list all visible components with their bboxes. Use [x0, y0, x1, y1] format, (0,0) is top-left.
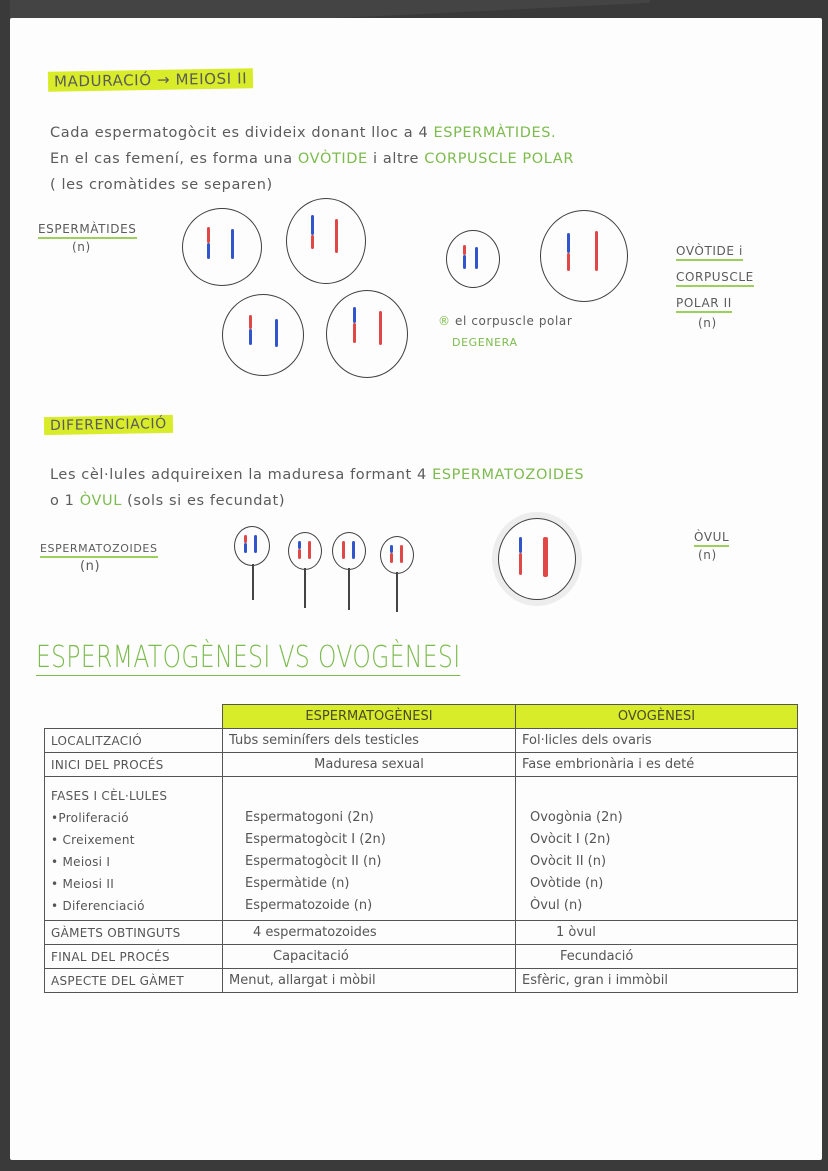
sperm-tail: [304, 568, 306, 608]
cell-text: Espermàtide (n): [245, 876, 350, 891]
table-row: [45, 729, 798, 753]
cell-text: Òvul (n): [530, 898, 583, 913]
label-espermatides: ESPERMÀTIDES (n): [38, 222, 137, 254]
sperm-diagram: [380, 536, 414, 574]
label-ovul: ÒVUL (n): [694, 530, 730, 562]
polar-body-diagram: [446, 230, 500, 288]
cell-text: Ovogònia (2n): [530, 810, 623, 825]
phase-label: • Creixement: [51, 833, 135, 847]
row-label: FINAL DEL PROCÉS: [45, 945, 223, 969]
row-label-phases: [45, 777, 223, 921]
cell-esp: Maduresa sexual: [223, 753, 516, 777]
sperm-tail: [396, 572, 398, 612]
row-label: ASPECTE DEL GÀMET: [45, 969, 223, 993]
text: Cada espermatogòcit es divideix donant lloc a 4: [50, 125, 429, 141]
cell-esp: Menut, allargat i mòbil: [223, 969, 516, 993]
row-label: LOCALITZACIÓ: [45, 729, 223, 753]
table-row: [45, 921, 798, 945]
text: o 1: [50, 493, 75, 509]
phase-label: • Meiosi II: [51, 877, 115, 891]
cell-text: Espermatogòcit I (2n): [245, 832, 386, 847]
cell-ovo: Fase embrionària i es deté: [516, 753, 798, 777]
cell-esp: Capacitació: [223, 945, 516, 969]
row-label: GÀMETS OBTINGUTS: [45, 921, 223, 945]
ovum-diagram: [498, 518, 576, 600]
text: ( les cromàtides se separen): [50, 177, 273, 193]
table-row: [45, 753, 798, 777]
cell-ovo: 1 òvul: [516, 921, 798, 945]
spermatid-cell-diagram: [326, 290, 408, 378]
green-term: ESPERMATOZOIDES: [432, 467, 585, 483]
header-espermatogenesi: ESPERMATOGÈNESI: [223, 705, 516, 729]
sperm-tail: [348, 568, 350, 610]
section-title-maduracio: MADURACIÓ → MEIOSI II: [48, 70, 253, 90]
cell-ovo: Fol·licles dels ovaris: [516, 729, 798, 753]
cell-esp: Tubs seminífers dels testicles: [223, 729, 516, 753]
green-term: CORPUSCLE POLAR: [424, 151, 574, 167]
section-title-comparison: ESPERMATOGÈNESI VS OVOGÈNESI: [36, 640, 461, 675]
header-ovogenesi: OVOGÈNESI: [516, 705, 798, 729]
table-row: [45, 969, 798, 993]
ovotide-diagram: [540, 210, 628, 302]
table-corner: [45, 705, 223, 729]
cell-ovo: Esfèric, gran i immòbil: [516, 969, 798, 993]
cell-esp-phases: [223, 777, 516, 921]
sperm-diagram: [234, 526, 270, 566]
cell-text: Espermatogòcit II (n): [245, 854, 382, 869]
spermatid-cell-diagram: [182, 208, 262, 286]
green-term: ESPERMÀTIDES.: [433, 125, 557, 141]
cell-ovo-phases: [516, 777, 798, 921]
sperm-diagram: [288, 532, 322, 570]
table-row: [45, 945, 798, 969]
green-term: ÒVUL: [79, 493, 122, 509]
section-title-diferenciacio: DIFERENCIACIÓ: [44, 414, 173, 434]
table-header-row: [45, 705, 798, 729]
phase-label: •Proliferació: [51, 811, 129, 825]
comparison-table: [44, 704, 798, 993]
text: i altre: [373, 151, 420, 167]
phase-label: • Meiosi I: [51, 855, 111, 869]
section1-paragraph: [50, 120, 790, 198]
label-ovotide-polar: OVÒTIDE i CORPUSCLE POLAR II (n): [676, 244, 754, 330]
row-label: FASES I CÈL·LULES: [51, 789, 168, 803]
cell-ovo: Fecundació: [516, 945, 798, 969]
cell-esp: 4 espermatozoides: [223, 921, 516, 945]
text: Les cèl·lules adquireixen la maduresa formant 4: [50, 467, 427, 483]
spermatid-cell-diagram: [286, 198, 366, 284]
cell-text: Ovòcit II (n): [530, 854, 607, 869]
polar-body-note: ® el corpuscle polar DEGENERA: [438, 314, 573, 349]
text: (sols si es fecundat): [127, 493, 286, 509]
text: En el cas femení, es forma una: [50, 151, 293, 167]
spermatid-cell-diagram: [222, 294, 304, 376]
notebook-page: [10, 18, 822, 1160]
label-espermatozoides: ESPERMATOZOIDES (n): [40, 542, 158, 574]
sperm-tail: [252, 564, 254, 600]
cell-text: Ovòtide (n): [530, 876, 604, 891]
cell-text: Ovòcit I (2n): [530, 832, 611, 847]
row-label: INICI DEL PROCÉS: [45, 753, 223, 777]
sperm-diagram: [332, 532, 366, 570]
table-row-phases: [45, 777, 798, 921]
phase-label: • Diferenciació: [51, 899, 145, 913]
green-term: OVÒTIDE: [297, 151, 368, 167]
cell-text: Espermatozoide (n): [245, 898, 373, 913]
section2-paragraph: [50, 462, 790, 514]
cell-text: Espermatogoni (2n): [245, 810, 374, 825]
